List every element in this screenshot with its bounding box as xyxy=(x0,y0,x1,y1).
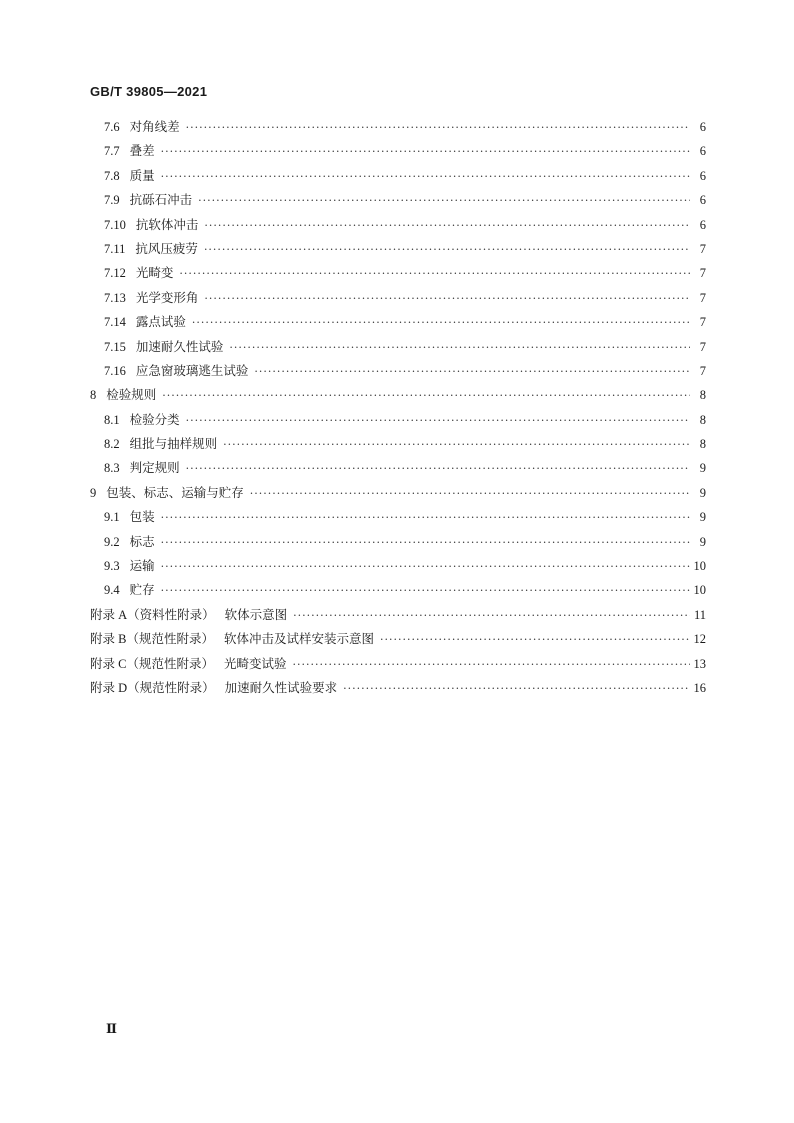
toc-entry[interactable] xyxy=(90,629,706,653)
toc-page: 9 xyxy=(699,461,706,476)
toc-page: 11 xyxy=(693,607,706,622)
toc-title: 包装、标志、运输与贮存 xyxy=(106,484,244,500)
toc-entry[interactable] xyxy=(90,190,706,214)
toc-number: 7.10 xyxy=(104,217,126,232)
toc-number: 7.9 xyxy=(104,193,120,208)
toc-page: 7 xyxy=(699,241,706,256)
dot-leader xyxy=(161,558,690,570)
table-of-contents xyxy=(90,117,706,702)
dot-leader xyxy=(162,387,690,399)
dot-leader xyxy=(179,265,690,277)
dot-leader xyxy=(223,436,690,448)
toc-title: 标志 xyxy=(129,533,155,549)
toc-title: 贮存 xyxy=(129,582,155,598)
toc-page: 16 xyxy=(693,680,706,695)
dot-leader xyxy=(198,192,690,204)
toc-entry[interactable] xyxy=(90,678,706,702)
toc-number: 附录 C（规范性附录） xyxy=(90,656,214,671)
toc-number: 7.6 xyxy=(104,120,120,134)
toc-title: 软体示意图 xyxy=(224,606,288,622)
toc-entry[interactable] xyxy=(90,215,706,239)
toc-number: 附录 A（资料性附录） xyxy=(90,607,215,622)
toc-number: 9.2 xyxy=(104,534,120,549)
toc-page: 6 xyxy=(699,217,706,232)
toc-number: 8.1 xyxy=(104,412,120,427)
dot-leader xyxy=(204,290,690,302)
toc-page: 6 xyxy=(699,120,706,134)
toc-number: 7.8 xyxy=(104,168,120,183)
dot-leader xyxy=(204,217,690,229)
toc-page: 7 xyxy=(699,266,706,281)
toc-number: 9.3 xyxy=(104,559,120,574)
toc-entry[interactable] xyxy=(90,239,706,263)
toc-title: 检验分类 xyxy=(129,411,180,427)
toc-page: 8 xyxy=(699,388,706,403)
toc-page: 7 xyxy=(699,290,706,305)
toc-page: 7 xyxy=(699,363,706,378)
toc-title: 对角线差 xyxy=(129,119,180,134)
dot-leader xyxy=(229,339,690,351)
dot-leader xyxy=(192,314,690,326)
dot-leader xyxy=(186,460,690,472)
toc-entry[interactable] xyxy=(90,532,706,556)
toc-number: 9.1 xyxy=(104,510,120,525)
toc-entry[interactable] xyxy=(90,410,706,434)
toc-page: 9 xyxy=(699,485,706,500)
toc-page: 6 xyxy=(699,144,706,159)
toc-entry[interactable] xyxy=(90,483,706,507)
toc-title: 抗风压疲劳 xyxy=(135,240,198,256)
dot-leader xyxy=(186,119,690,131)
toc-title: 加速耐久性试验 xyxy=(135,338,224,354)
toc-entry[interactable] xyxy=(90,312,706,336)
toc-number: 8.2 xyxy=(104,437,120,452)
toc-number: 7.13 xyxy=(104,290,126,305)
toc-title: 露点试验 xyxy=(135,314,186,330)
toc-page: 10 xyxy=(693,559,706,574)
dot-leader xyxy=(204,241,690,253)
toc-entry[interactable] xyxy=(90,117,706,141)
toc-page: 13 xyxy=(693,656,706,671)
toc-number: 9 xyxy=(90,485,97,500)
toc-title: 加速耐久性试验要求 xyxy=(224,679,338,695)
toc-title: 抗砾石冲击 xyxy=(129,192,193,208)
standard-code: GB/T 39805—2021 xyxy=(90,84,208,99)
toc-number: 8.3 xyxy=(104,461,120,476)
dot-leader xyxy=(250,485,690,497)
toc-entry[interactable] xyxy=(90,288,706,312)
toc-title: 质量 xyxy=(129,167,155,183)
page-folio: Ⅱ xyxy=(106,1021,117,1036)
toc-title: 叠差 xyxy=(129,143,155,159)
toc-entry[interactable] xyxy=(90,337,706,361)
toc-page: 7 xyxy=(699,315,706,330)
toc-title: 包装 xyxy=(129,509,155,525)
toc-title: 光畸变试验 xyxy=(223,655,287,671)
toc-page: 7 xyxy=(699,339,706,354)
dot-leader xyxy=(161,168,690,180)
toc-page: 6 xyxy=(699,168,706,183)
toc-number: 8 xyxy=(90,388,97,403)
toc-number: 附录 B（规范性附录） xyxy=(90,632,214,647)
dot-leader xyxy=(343,680,689,692)
toc-entry[interactable] xyxy=(90,263,706,287)
dot-leader xyxy=(161,534,690,546)
dot-leader xyxy=(292,656,689,668)
toc-title: 软体冲击及试样安装示意图 xyxy=(223,631,374,647)
toc-entry[interactable] xyxy=(90,361,706,385)
dot-leader xyxy=(161,143,690,155)
toc-page: 10 xyxy=(693,583,706,598)
toc-title: 组批与抽样规则 xyxy=(129,436,218,452)
toc-entry[interactable] xyxy=(90,556,706,580)
dot-leader xyxy=(254,363,690,375)
toc-entry[interactable] xyxy=(90,654,706,678)
toc-entry[interactable] xyxy=(90,458,706,482)
toc-number: 7.14 xyxy=(104,315,126,330)
toc-number: 9.4 xyxy=(104,583,120,598)
toc-entry[interactable] xyxy=(90,385,706,409)
toc-number: 7.7 xyxy=(104,144,120,159)
toc-number: 7.12 xyxy=(104,266,126,281)
toc-page: 9 xyxy=(699,534,706,549)
toc-page: 8 xyxy=(699,412,706,427)
toc-entry[interactable] xyxy=(90,605,706,629)
toc-title: 判定规则 xyxy=(129,460,180,476)
toc-entry[interactable] xyxy=(90,141,706,165)
toc-page: 8 xyxy=(699,437,706,452)
dot-leader xyxy=(161,582,690,594)
toc-number: 7.11 xyxy=(104,241,126,256)
toc-title: 抗软体冲击 xyxy=(135,216,199,232)
dot-leader xyxy=(293,607,690,619)
toc-title: 运输 xyxy=(129,558,155,574)
toc-entry[interactable] xyxy=(90,166,706,190)
toc-page: 12 xyxy=(693,632,706,647)
toc-entry[interactable] xyxy=(90,434,706,458)
toc-page: 6 xyxy=(699,193,706,208)
toc-number: 7.15 xyxy=(104,339,126,354)
toc-entry[interactable] xyxy=(90,580,706,604)
toc-title: 应急窗玻璃逃生试验 xyxy=(135,362,249,378)
toc-number: 7.16 xyxy=(104,363,126,378)
toc-title: 检验规则 xyxy=(106,387,157,403)
toc-number: 附录 D（规范性附录） xyxy=(90,680,215,695)
toc-title: 光畸变 xyxy=(135,265,174,281)
toc-title: 光学变形角 xyxy=(135,289,199,305)
dot-leader xyxy=(380,631,690,643)
dot-leader xyxy=(186,412,690,424)
toc-entry[interactable] xyxy=(90,507,706,531)
dot-leader xyxy=(161,509,690,521)
toc-page: 9 xyxy=(699,510,706,525)
